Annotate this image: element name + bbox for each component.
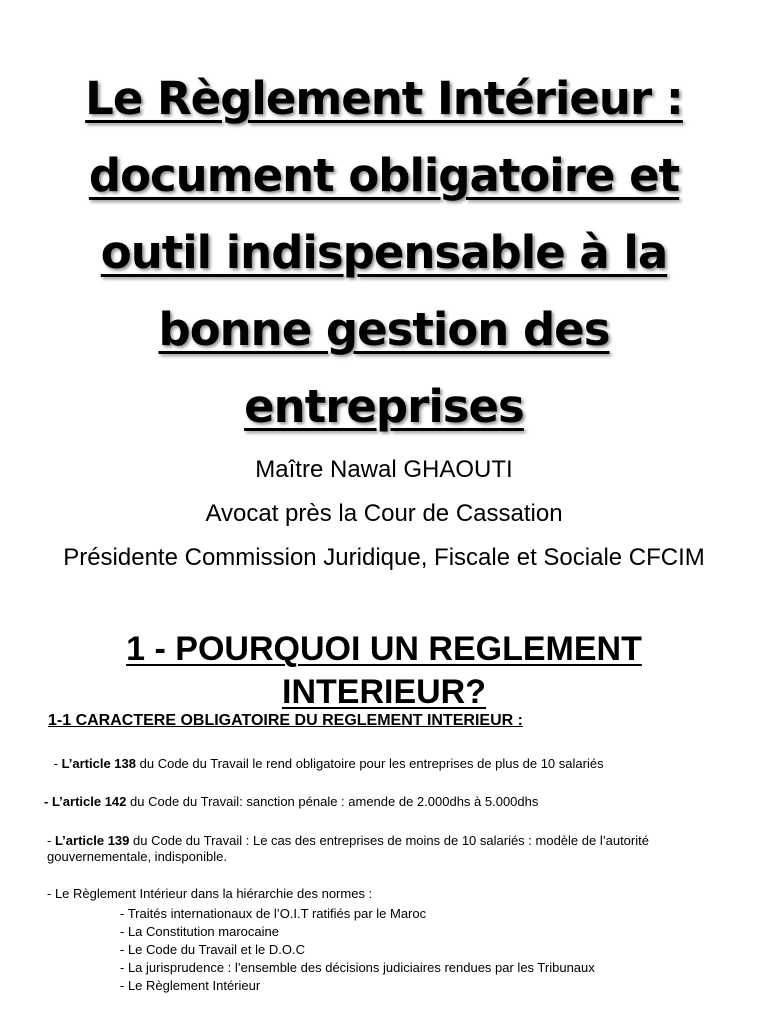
article-142-paragraph <box>44 794 538 810</box>
list-item: - Le Code du Travail et le D.O.C <box>120 942 305 957</box>
main-title-line: outil indispensable à la <box>100 226 668 280</box>
article-138-paragraph <box>50 756 604 772</box>
section-title <box>20 628 748 714</box>
list-item: - La Constitution marocaine <box>120 924 279 939</box>
author-block <box>0 448 768 580</box>
main-title-line: document obligatoire et <box>88 149 680 203</box>
main-title <box>20 60 748 445</box>
hierarchy-intro: - Le Règlement Intérieur dans la hiérarchie des normes : <box>47 886 373 901</box>
list-item: - Traités internationaux de l’O.I.T ratifiés par le Maroc <box>120 906 427 921</box>
main-title-line: bonne gestion des <box>158 303 610 357</box>
paragraph-text: du Code du Travail le rend obligatoire pour les entreprises de plus de 10 salariés <box>136 756 604 771</box>
article-139-paragraph <box>47 833 737 865</box>
bullet-prefix: - <box>50 756 62 771</box>
author-position: Présidente Commission Juridique, Fiscale et Sociale CFCIM <box>63 544 705 571</box>
hierarchy-list <box>120 905 595 995</box>
bullet-prefix: - <box>44 794 52 809</box>
main-title-line: entreprises <box>244 380 524 434</box>
list-item: - Le Règlement Intérieur <box>120 978 261 993</box>
section-title-line: INTERIEUR? <box>282 673 486 712</box>
main-title-line: Le Règlement Intérieur : <box>85 72 683 126</box>
author-name: Maître Nawal GHAOUTI <box>255 456 513 483</box>
section-title-line: 1 - POURQUOI UN REGLEMENT <box>126 630 642 669</box>
paragraph-text: du Code du Travail: sanction pénale : amende de 2.000dhs à 5.000dhs <box>126 794 539 809</box>
paragraph-text: du Code du Travail : Le cas des entreprises de moins de 10 salariés : modèle de l’autorité gouvernementale, indisponible. <box>47 833 649 864</box>
article-reference: L’article 139 <box>54 833 130 848</box>
list-item: - La jurisprudence : l’ensemble des décisions judiciaires rendues par les Tribunaux <box>120 960 595 975</box>
article-reference: L’article 138 <box>61 756 137 771</box>
author-role: Avocat près la Cour de Cassation <box>205 500 563 527</box>
article-reference: L’article 142 <box>51 794 127 809</box>
bullet-prefix: - <box>47 833 55 848</box>
subsection-title: 1-1 CARACTERE OBLIGATOIRE DU REGLEMENT INTERIEUR : <box>48 712 523 729</box>
